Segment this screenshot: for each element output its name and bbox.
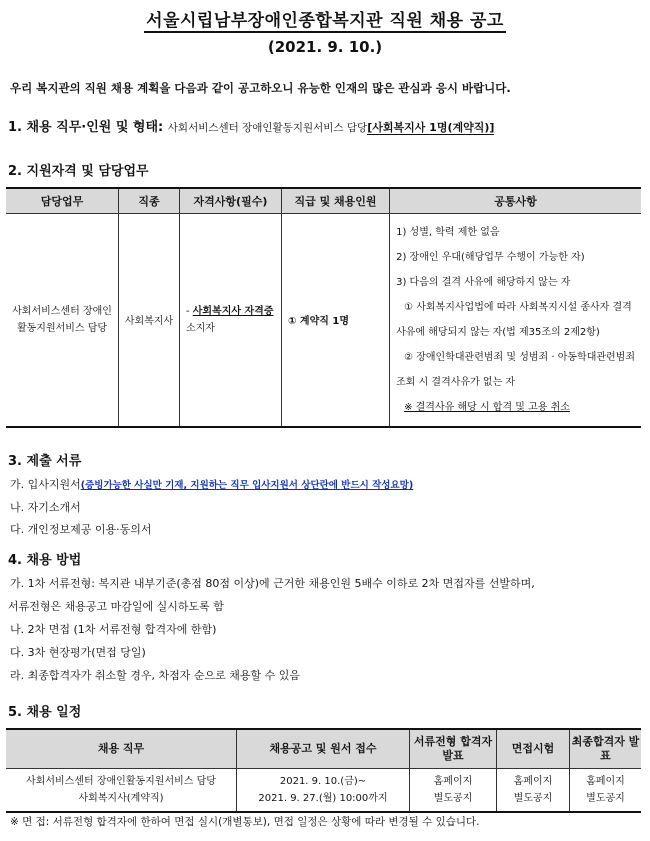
header-document-result: 서류전형 합격자 발표 xyxy=(410,729,497,769)
qualification-table xyxy=(6,187,641,428)
schedule-note: ※ 면 접: 서류전형 합격자에 한하여 면접 실시(개별통보), 면접 일정은 상황에 따라 변경될 수 있습니다. xyxy=(10,816,480,828)
cell-final-result: 홈페이지 별도공지 xyxy=(570,769,642,813)
method-item-3: 다. 3차 현장평가(면접 당일) xyxy=(10,646,146,659)
common-item: 3) 다음의 결격 사유에 해당하지 않는 자 xyxy=(396,276,571,288)
method-item-1-continued: 서류전형은 채용공고 마감일에 실시하도록 함 xyxy=(8,600,224,613)
section-1-heading: 1. 채용 직무·인원 및 형태: xyxy=(8,120,164,135)
method-item-1: 가. 1차 서류전형: 복지관 내부기준(총점 80점 이상)에 근거한 채용인원 5배수 이하로 2차 면접자를 선발하며, xyxy=(10,577,535,590)
table-header-row xyxy=(6,188,641,214)
header-final-result: 최종합격자 발표 xyxy=(570,729,642,769)
document-item-1: 가. 입사지원서(증빙가능한 사실만 기재, 지원하는 직무 입사지원서 상단란에 반드시 작성요망) xyxy=(10,478,414,491)
table-row xyxy=(6,769,641,813)
cell-document-result: 홈페이지 별도공지 xyxy=(410,769,497,813)
header-job: 직종 xyxy=(119,188,180,214)
table-row xyxy=(6,214,641,427)
cell-application-period: 2021. 9. 10.(금)~ 2021. 9. 27.(월) 10:00까지 xyxy=(237,769,410,813)
header-schedule-job: 채용 직무 xyxy=(6,729,237,769)
document-item-1-note: (증빙가능한 사실만 기재, 지원하는 직무 입사지원서 상단란에 반드시 작성요망) xyxy=(80,480,414,491)
table-header-row xyxy=(6,729,641,769)
schedule-table xyxy=(6,728,641,813)
cell-interview: 홈페이지 별도공지 xyxy=(497,769,570,813)
header-common: 공통사항 xyxy=(390,188,641,214)
document-item-3: 다. 개인정보제공 이용·동의서 xyxy=(10,523,152,536)
common-item: ② 장애인학대관련범죄 및 성범죄 · 아동학대관련범죄 xyxy=(404,351,635,363)
document-item-2: 나. 자기소개서 xyxy=(10,501,81,514)
cell-duty: 사회서비스센터 장애인활동지원서비스 담당 xyxy=(6,214,119,427)
header-application-period: 채용공고 및 원서 접수 xyxy=(237,729,410,769)
method-item-4: 라. 최종합격자가 취소할 경우, 차점자 순으로 채용할 수 있음 xyxy=(10,669,300,682)
common-item: ※ 결격사유 해당 시 합격 및 고용 취소 xyxy=(404,401,570,413)
cell-schedule-job: 사회서비스센터 장애인활동지원서비스 담당 사회복지사(계약직) xyxy=(6,769,237,813)
section-3-heading: 3. 제출 서류 xyxy=(8,454,82,469)
header-grade: 직급 및 채용인원 xyxy=(281,188,389,214)
header-duty: 담당업무 xyxy=(6,188,119,214)
announcement-date: (2021. 9. 10.) xyxy=(267,38,383,56)
section-1-detail: 사회서비스센터 장애인활동지원서비스 담당 xyxy=(167,122,368,134)
common-item: 조회 시 결격사유가 없는 자 xyxy=(396,376,516,388)
intro-text: 우리 복지관의 직원 채용 계획을 다음과 같이 공고하오니 유능한 인재의 많은 관심과 응시 바랍니다. xyxy=(10,81,511,95)
section-5-heading: 5. 채용 일정 xyxy=(8,705,82,720)
method-item-2: 나. 2차 면접 (1차 서류전형 합격자에 한함) xyxy=(10,623,217,636)
cell-common xyxy=(390,214,641,427)
section-2-heading: 2. 지원자격 및 담당업무 xyxy=(8,164,149,179)
section-1 xyxy=(8,116,494,135)
header-interview: 면접시험 xyxy=(497,729,570,769)
page-title: 서울시립남부장애인종합복지관 직원 채용 공고 xyxy=(146,11,504,31)
cell-job: 사회복지사 xyxy=(119,214,180,427)
common-item: 사유에 해당되지 않는 자(법 제35조의 2제2항) xyxy=(396,326,600,338)
cell-qualification: - 사회복지사 자격증 소지자 xyxy=(179,214,281,427)
qualification-certificate: 사회복지사 자격증 xyxy=(192,305,274,317)
common-item: ① 사회복지사업법에 따라 사회복지시설 종사자 결격 xyxy=(404,301,632,313)
section-1-emphasis: [사회복지사 1명(계약직)] xyxy=(367,121,495,134)
common-item: 1) 성별, 학력 제한 없음 xyxy=(396,226,500,238)
header-qualification: 자격사항(필수) xyxy=(179,188,281,214)
common-item: 2) 장애인 우대(해당업무 수행이 가능한 자) xyxy=(396,251,585,263)
section-4-heading: 4. 채용 방법 xyxy=(8,553,82,568)
cell-grade: ① 계약직 1명 xyxy=(281,214,389,427)
